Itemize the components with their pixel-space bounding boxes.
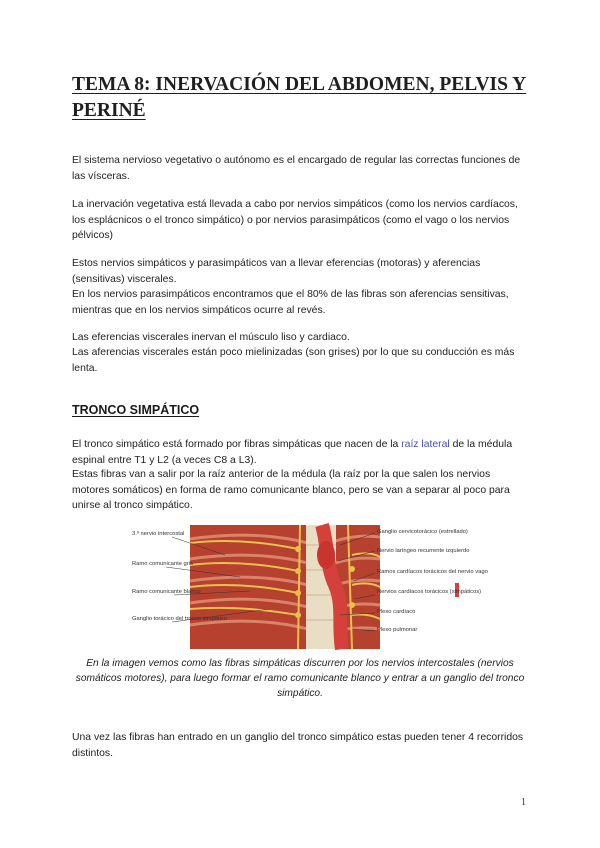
- anatomy-figure: [130, 525, 488, 649]
- label-stellate-ganglion: Ganglio cervicotorácico (estrellado): [377, 529, 468, 535]
- label-recurrent-laryngeal: Nervio laríngeo recurrente izquierdo: [377, 548, 470, 554]
- paragraph-anterior-root: Estas fibras van a salir por la raíz anterior de la médula (la raíz por la que salen los nervios motores somáticos) en forma de ramo comunicante blanco, pero se van a separar al poco para unirse al tronco simpático.: [72, 469, 510, 511]
- paragraph-sympathetic-origin: El tronco simpático está formado por fibras simpáticas que nacen de la raíz lateral de la médula espinal entre T1 y L2 (a veces C8 a L3).: [72, 439, 513, 466]
- paragraph-parasympathetic: En los nervios parasimpáticos encontramos que el 80% de las fibras son aferencias sensitivas, mientras que en los nervios simpáticos ocurre al revés.: [72, 289, 509, 316]
- lateral-root-link[interactable]: raíz lateral: [401, 439, 450, 450]
- paragraph-efferents: Estos nervios simpáticos y parasimpáticos van a llevar eferencias (motoras) y aferencias (sensitivas) viscerales.: [72, 258, 481, 285]
- paragraph-myelin: Las aferencias viscerales están poco mielinizadas (son grises) por lo que su conducción es más lenta.: [72, 347, 515, 374]
- page-number: 1: [521, 797, 526, 808]
- label-pulmonary-plexus: Plexo pulmonar: [377, 627, 418, 633]
- section-heading: TRONCO SIMPÁTICO: [72, 403, 200, 417]
- label-thoracic-ganglion: Ganglio torácico del tronco simpático: [132, 616, 228, 622]
- label-white-ramus: Ramo comunicante blanco: [132, 589, 201, 595]
- label-gray-ramus: Ramo comunicante gris: [132, 561, 193, 567]
- paragraph-smooth-muscle: Las eferencias viscerales inervan el músculo liso y cardiaco.: [72, 332, 350, 343]
- label-vagal-cardiac: Ramos cardíacos torácicos del nervio vago: [377, 569, 488, 575]
- label-sympathetic-cardiac: Nervios cardíacos torácicos (simpáticos): [377, 589, 482, 595]
- label-intercostal-nerve: 3.º nervio intercostal: [132, 531, 185, 537]
- page-title: TEMA 8: INERVACIÓN DEL ABDOMEN, PELVIS Y PERINÉ: [72, 74, 527, 121]
- paragraph-innervation: La inervación vegetativa está llevada a cabo por nervios simpáticos (como los nervios cardíacos, los esplácnicos o el tronco simpático) o por nervios parasimpáticos (como el vago o los nervios pélvicos): [72, 199, 518, 241]
- paragraph-ganglion-routes: Una vez las fibras han entrado en un ganglio del tronco simpático estas pueden tener 4 recorridos distintos.: [72, 732, 524, 759]
- paragraph-intro: El sistema nervioso vegetativo o autónomo es el encargado de regular las correctas funciones de las vísceras.: [72, 155, 521, 182]
- figure-caption: En la imagen vemos como las fibras simpáticas discurren por los nervios intercostales (nervios somáticos motores), para luego formar el ramo comunicante blanco y entrar a un ganglio del tronco simpático.: [75, 658, 525, 699]
- label-cardiac-plexus: Plexo cardíaco: [377, 609, 416, 615]
